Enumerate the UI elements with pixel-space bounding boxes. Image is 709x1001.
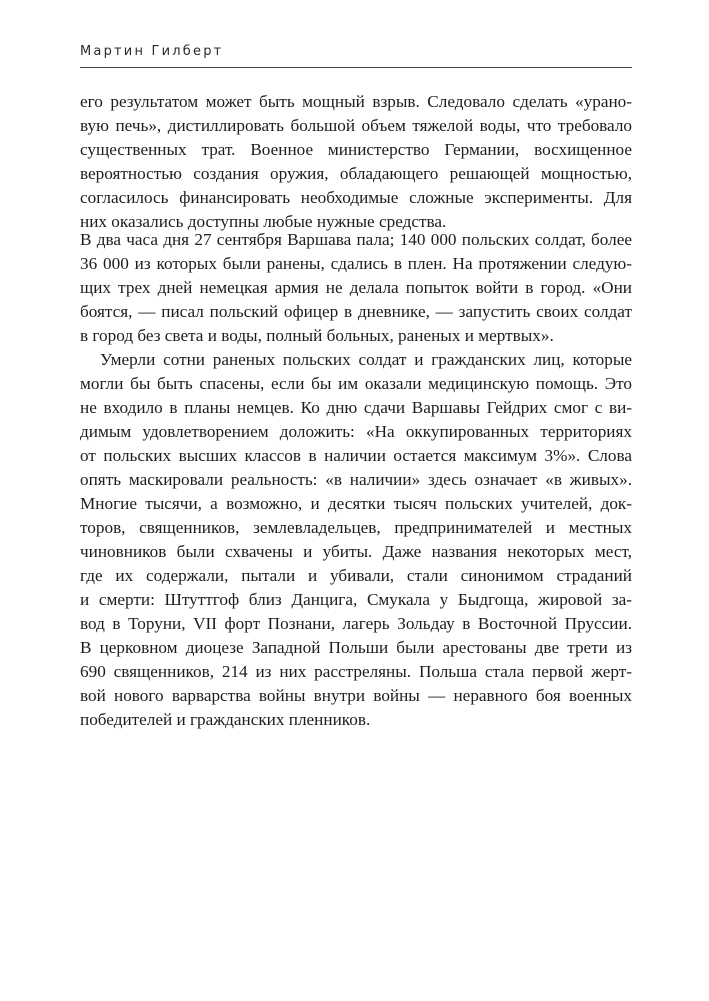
text-line: вероятностью создания оружия, обладающего решающей мощностью, [80, 164, 632, 183]
text-line: победителей и гражданских пленников. [80, 710, 371, 729]
text-line: существенных трат. Военное министерство Германии, восхищенное [80, 140, 632, 159]
text-line: могли бы быть спасены, если бы им оказали медицинскую помощь. Это [80, 374, 632, 393]
text-line: щих трех дней немецкая армия не делала попыток войти в город. «Они [80, 278, 632, 297]
text-line: В два часа дня 27 сентября Варшава пала; 140 000 польских солдат, более [80, 230, 632, 249]
text-line: чиновников были схвачены и убиты. Даже названия некоторых мест, [80, 542, 632, 561]
text-line: не входило в планы немцев. Ко дню сдачи Варшавы Гейдрих смог с ви- [80, 398, 632, 417]
text-line: торов, священников, землевладельцев, предпринимателей и местных [80, 518, 632, 537]
paragraph-1 [80, 90, 632, 234]
text-line: его результатом может быть мощный взрыв. Следовало сделать «урано- [80, 92, 632, 111]
text-line: вод в Торуни, VII форт Познани, лагерь Зольдау в Восточной Пруссии. [80, 614, 632, 633]
text-line: где их содержали, пытали и убивали, стали синонимом страданий [80, 566, 632, 585]
text-line: от польских высших классов в наличии остается максимум 3%». Слова [80, 446, 632, 465]
text-line: димым удовлетворением доложить: «На оккупированных территориях [80, 422, 632, 441]
text-line: них оказались доступны любые нужные средства. [80, 212, 447, 231]
text-line: в город без света и воды, полный больных, раненых и мертвых». [80, 326, 554, 345]
text-line: вой нового варварства войны внутри войны — неравного боя военных [80, 686, 632, 705]
header-rule [80, 67, 632, 68]
text-line: вую печь», дистиллировать большой объем тяжелой воды, что требовало [80, 116, 632, 135]
text-line: и смерти: Штуттгоф близ Данцига, Смукала у Быдгоща, жировой за- [80, 590, 632, 609]
text-line: В церковном диоцезе Западной Польши были арестованы две трети из [80, 638, 632, 657]
text-line: опять маскировали реальность: «в наличии» здесь означает «в живых». [80, 470, 632, 489]
text-line: согласилось финансировать необходимые сложные эксперименты. Для [80, 188, 632, 207]
running-head: Мартин Гилберт [80, 44, 224, 59]
text-line: 36 000 из которых были ранены, сдались в плен. На протяжении следую- [80, 254, 632, 273]
paragraph-3 [80, 348, 632, 732]
text-line: Многие тысячи, а возможно, и десятки тысяч польских учителей, док- [80, 494, 632, 513]
text-line: боятся, — писал польский офицер в дневнике, — запустить своих солдат [80, 302, 632, 321]
text-line: Умерли сотни раненых польских солдат и гражданских лиц, которые [100, 350, 632, 369]
text-line: 690 священников, 214 из них расстреляны. Польша стала первой жерт- [80, 662, 632, 681]
paragraph-2 [80, 228, 632, 348]
